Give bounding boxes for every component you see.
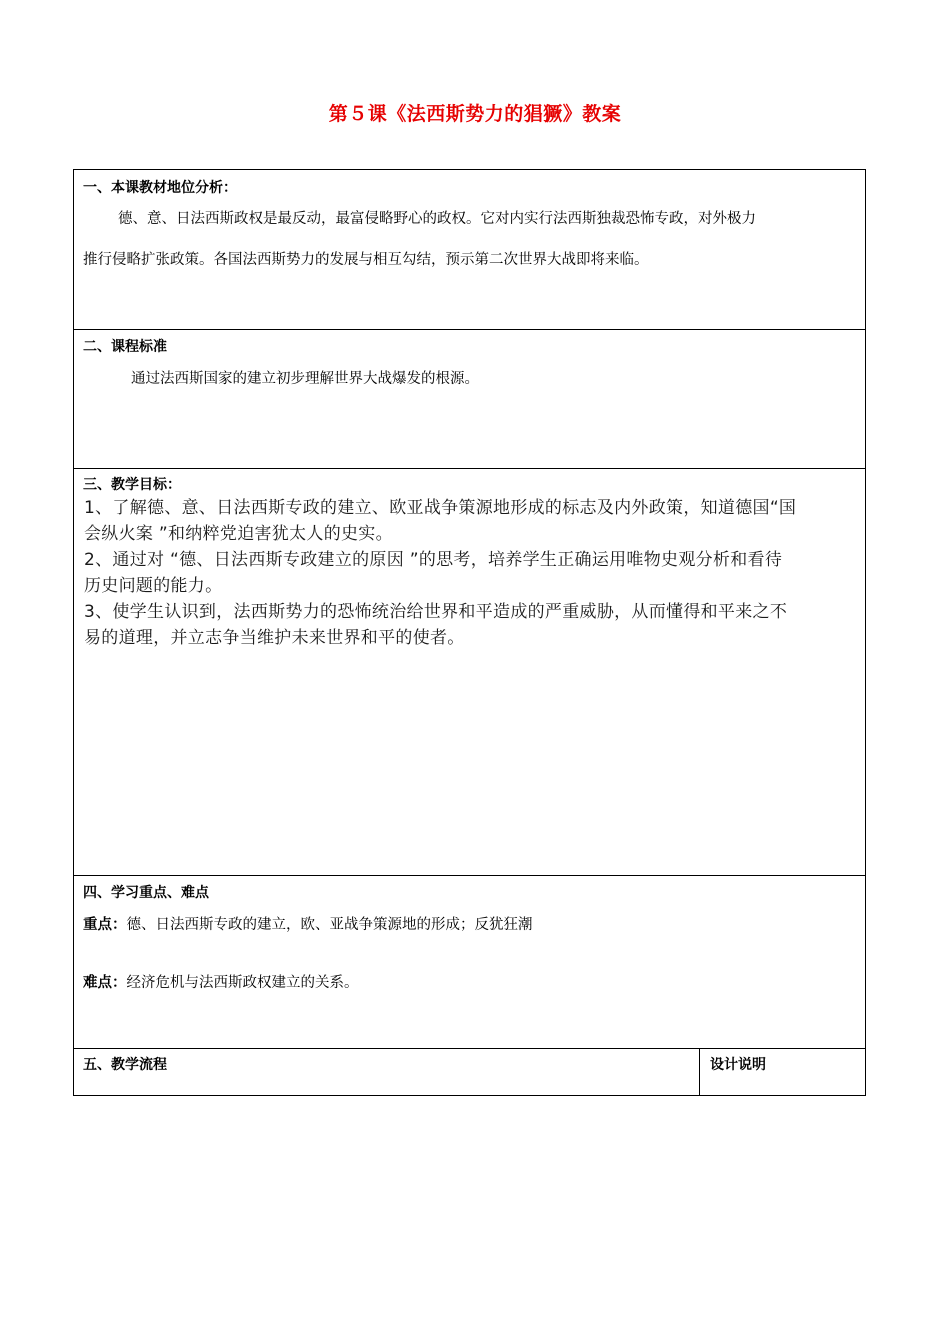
column-divider [699,1049,700,1095]
section-heading: 三、教学目标： [83,477,181,493]
section-teaching-process [73,1049,866,1096]
section-heading: 一、本课教材地位分析： [83,180,237,196]
key-text: 德、日法西斯专政的建立，欧、亚战争策源地的形成；反犹狂潮 [126,917,533,933]
paragraph-line: 通过法西斯国家的建立初步理解世界大战爆发的根源。 [131,371,479,387]
page-title: 第５课《法西斯势力的猖獗》教案 [328,103,622,125]
paragraph-line: 推行侵略扩张政策。各国法西斯势力的发展与相互勾结，预示第二次世界大战即将来临。 [83,252,649,268]
lesson-plan-table [73,169,866,1096]
paragraph-line: 德、意、日法西斯政权是最反动，最富侵略野心的政权。它对内实行法西斯独裁恐怖专政，对外极力 [118,211,756,227]
goal-line: 1、了解德、意、日法西斯专政的建立、欧亚战争策源地形成的标志及内外政策，知道德国“国 [84,498,797,518]
difficulty-text: 经济危机与法西斯政权建立的关系。 [126,975,359,991]
goal-line: 3、使学生认识到，法西斯势力的恐怖统治给世界和平造成的严重威胁，从而懂得和平来之不 [84,602,788,622]
goal-line: 2、通过对 “德、日法西斯专政建立的原因 ”的思考，培养学生正确运用唯物史观分析和看待 [84,550,783,570]
goal-line: 易的道理，并立志争当维护未来世界和平的使者。 [84,628,465,648]
section-heading: 二、课程标准 [83,339,167,355]
goal-line: 历史问题的能力。 [84,576,223,596]
key-point-line [83,917,533,934]
section-heading: 五、教学流程 [83,1057,167,1073]
section-heading: 四、学习重点、难点 [83,885,209,901]
design-notes-heading: 设计说明 [710,1057,766,1073]
difficulty-label: 难点： [83,975,127,991]
section-key-points [73,876,866,1049]
section-textbook-position [73,169,866,330]
key-label: 重点： [83,917,127,933]
section-curriculum-standard [73,330,866,469]
difficulty-line [83,975,359,992]
goal-line: 会纵火案 ”和纳粹党迫害犹太人的史实。 [84,524,393,544]
section-teaching-goals [73,469,866,876]
